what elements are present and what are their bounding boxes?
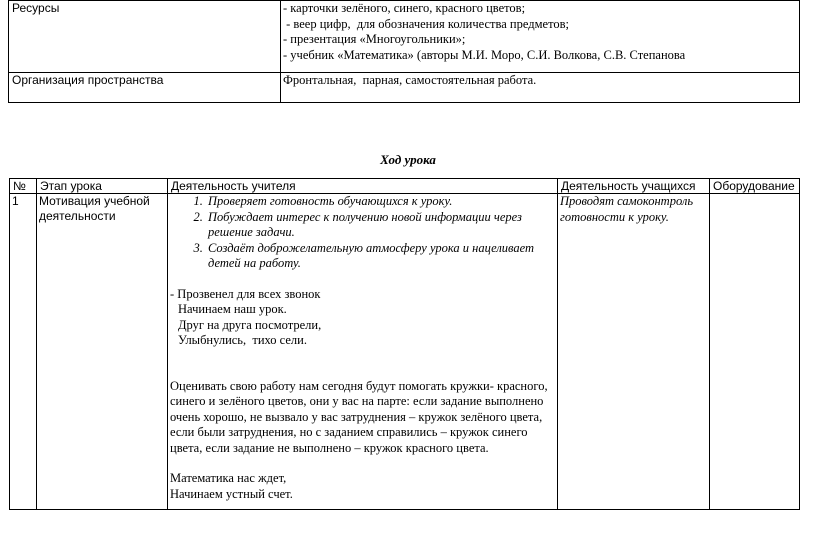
poem [170, 287, 555, 349]
poem-line: Начинаем наш урок. [178, 302, 287, 316]
header-students: Деятельность учащихся [558, 179, 710, 194]
space-label: Организация пространства [9, 73, 281, 103]
teacher-action: 3. Создаёт доброжелательную атмосферу урока и нацеливает детей на работу. [206, 241, 555, 272]
row-teacher [168, 194, 558, 510]
resources-item: - презентация «Многоугольники»; [283, 32, 466, 46]
resources-list [281, 1, 800, 73]
resources-label: Ресурсы [9, 1, 281, 73]
poem-line: - Прозвенел для всех звонок [170, 286, 321, 301]
poem-line: Друг на друга посмотрели, [178, 317, 322, 332]
teacher-action: 1. Проверяет готовность обучающихся к уроку. [206, 194, 555, 210]
assessment-text: Оценивать свою работу нам сегодня будут помогать кружки- красного, синего и зелёного цветов, они у вас на парте: если задание выполнено очень хорошо, не вызвало у вас затруднения – кружок зелёного цвета, если были затруднения, но с заданием справились – кружок синего цвета, если задание не выполнено – кружок красного цвета. [170, 378, 548, 455]
row-students: Проводят самоконтроль готовности к уроку. [558, 194, 710, 510]
resources-table [8, 0, 800, 103]
closing [170, 471, 555, 502]
lesson-row [10, 194, 800, 510]
resources-row [9, 1, 800, 73]
resources-item: - учебник «Математика» (авторы М.И. Моро, С.И. Волкова, С.В. Степанова [283, 47, 686, 62]
resources-item: - карточки зелёного, синего, красного цветов; [283, 1, 526, 15]
teacher-action: 2. Побуждает интерес к получению новой информации через решение задачи. [206, 210, 555, 241]
header-number: № [10, 179, 37, 194]
row-stage: Мотивация учебной деятельности [37, 194, 168, 510]
poem-line: Улыбнулись, тихо сели. [178, 333, 307, 347]
resources-item: - веер цифр, для обозначения количества предметов; [283, 16, 569, 31]
closing-line: Математика нас ждет, [170, 471, 287, 485]
section-title: Ход урока [380, 152, 436, 167]
space-row [9, 73, 800, 103]
header-stage: Этап урока [37, 179, 168, 194]
closing-line: Начинаем устный счет. [170, 486, 293, 501]
header-teacher: Деятельность учителя [168, 179, 558, 194]
row-number: 1 [10, 194, 37, 510]
teacher-actions-list [170, 194, 555, 272]
lesson-header-row [10, 179, 800, 194]
row-equipment [710, 194, 800, 510]
lesson-table [9, 178, 800, 510]
space-value: Фронтальная, парная, самостоятельная работа. [281, 73, 800, 103]
header-equipment: Оборудование [710, 179, 800, 194]
